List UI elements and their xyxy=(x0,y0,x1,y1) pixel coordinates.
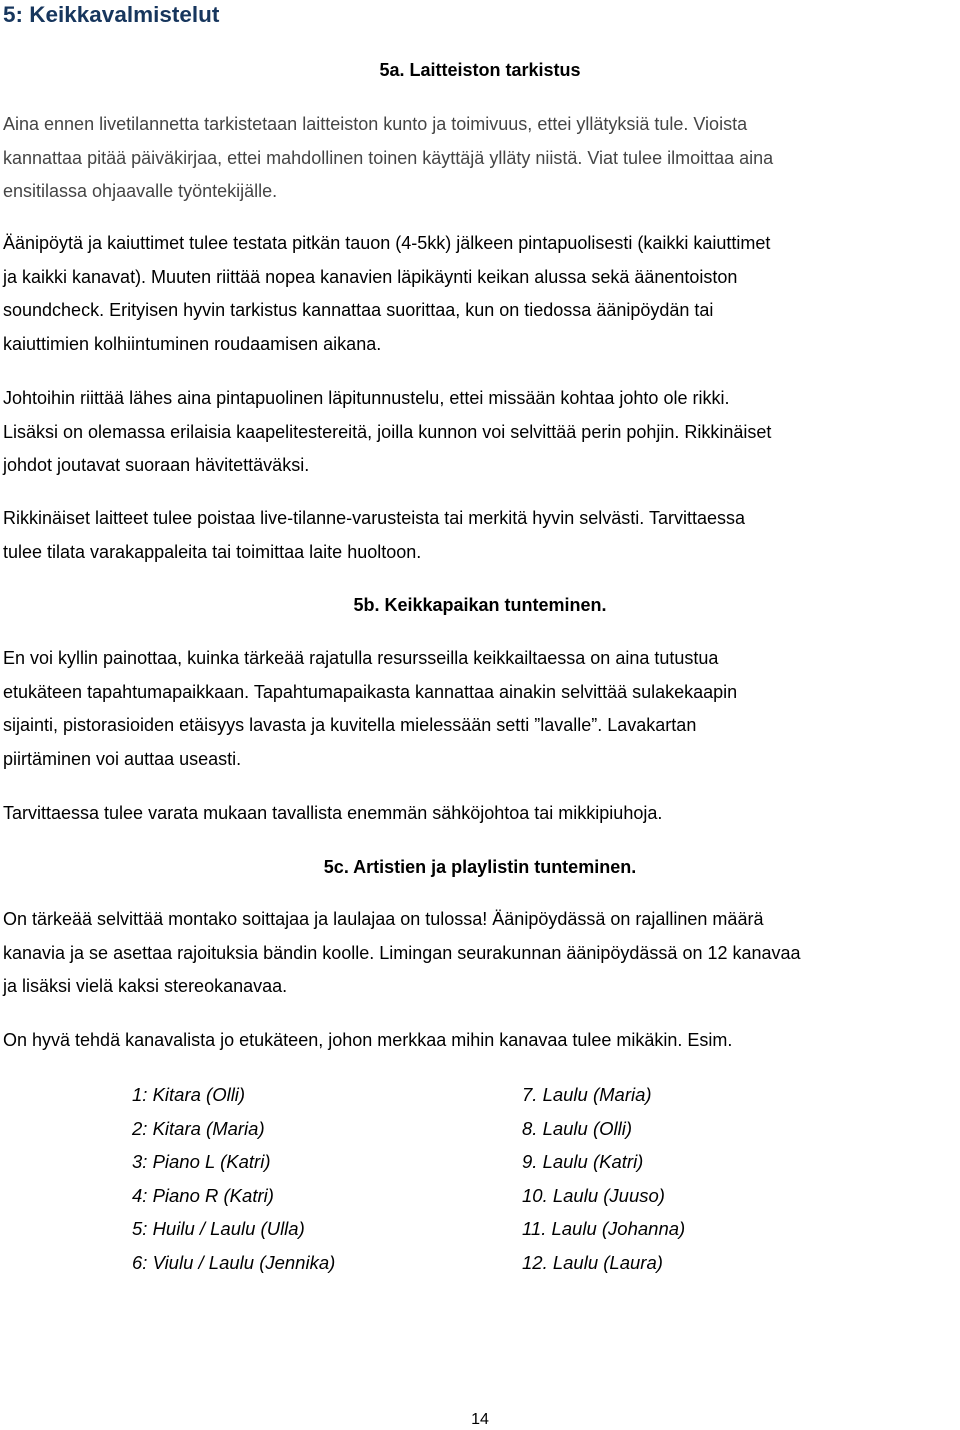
list-item: 5: Huilu / Laulu (Ulla) xyxy=(132,1218,305,1239)
section-b-heading: 5b. Keikkapaikan tunteminen. xyxy=(353,595,607,615)
text-line: Äänipöytä ja kaiuttimet tulee testata pitkän tauon (4-5kk) jälkeen pintapuolisesti (kaikki kaiuttimet xyxy=(3,233,771,253)
text-line: Aina ennen livetilannetta tarkistetaan laitteiston kunto ja toimivuus, ettei yllätyksiä tule. Vioista xyxy=(3,114,748,134)
section-b-paragraph-1 xyxy=(3,642,958,776)
section-a-paragraph-2 xyxy=(3,227,958,361)
section-a-paragraph-3 xyxy=(3,382,958,483)
list-item: 10. Laulu (Juuso) xyxy=(522,1184,665,1206)
section-a-paragraph-4 xyxy=(3,502,958,569)
text-line: kannattaa pitää päiväkirjaa, ettei mahdollinen toinen käyttäjä ylläty niistä. Viat tulee ilmoittaa aina xyxy=(3,147,774,168)
text-line: On hyvä tehdä kanavalista jo etukäteen, johon merkkaa mihin kanavaa tulee mikäkin. Esim. xyxy=(3,1030,733,1050)
text-line: johdot joutavat suoraan hävitettäväksi. xyxy=(3,455,310,475)
text-line: Johtoihin riittää lähes aina pintapuolinen läpitunnustelu, ettei missään kohtaa johto ole rikki. xyxy=(3,388,730,408)
section-c-paragraph-2 xyxy=(3,1024,958,1058)
text-line: En voi kyllin painottaa, kuinka tärkeää rajatulla resursseilla keikkailtaessa on aina tutustua xyxy=(3,648,719,668)
list-item: 1: Kitara (Olli) xyxy=(132,1084,246,1105)
text-line: tulee tilata varakappaleita tai toimittaa laite huoltoon. xyxy=(3,541,422,562)
list-item: 4: Piano R (Katri) xyxy=(132,1184,274,1206)
page-number: 14 xyxy=(471,1411,489,1428)
text-line: Tarvittaessa tulee varata mukaan tavallista enemmän sähköjohtoa tai mikkipiuhoja. xyxy=(3,803,663,823)
list-item: 11. Laulu (Johanna) xyxy=(522,1218,686,1239)
text-line: etukäteen tapahtumapaikkaan. Tapahtumapaikasta kannattaa ainakin selvittää sulakekaapin xyxy=(3,681,738,702)
list-item: 2: Kitara (Maria) xyxy=(132,1117,265,1139)
text-line: Lisäksi on olemassa erilaisia kaapelitestereitä, joilla kunnon voi selvittää perin pohjin. Rikkinäiset xyxy=(3,421,772,442)
text-line: soundcheck. Erityisen hyvin tarkistus kannattaa suorittaa, kun on tiedossa äänipöydän tai xyxy=(3,300,714,320)
text-line: sijainti, pistorasioiden etäisyys lavasta ja kuvitella mielessään setti ”lavalle”. Lavakartan xyxy=(3,715,697,735)
list-item: 9. Laulu (Katri) xyxy=(522,1151,644,1172)
text-line: ensitilassa ohjaavalle työntekijälle. xyxy=(3,181,278,201)
section-c-heading: 5c. Artistien ja playlistin tunteminen. xyxy=(323,857,637,877)
list-item: 8. Laulu (Olli) xyxy=(522,1117,633,1139)
list-item: 12. Laulu (Laura) xyxy=(522,1251,663,1273)
channel-list-left xyxy=(132,1078,335,1279)
text-line: ja kaikki kanavat). Muuten riittää nopea kanavien läpikäynti keikan alussa sekä äänentoiston xyxy=(3,266,738,287)
list-item: 6: Viulu / Laulu (Jennika) xyxy=(132,1251,336,1273)
text-line: On tärkeää selvittää montako soittajaa ja laulajaa on tulossa! Äänipöydässä on rajallinen määrä xyxy=(3,909,764,929)
section-a-paragraph-1 xyxy=(3,108,958,209)
list-item: 7. Laulu (Maria) xyxy=(522,1084,652,1105)
section-a-heading: 5a. Laitteiston tarkistus xyxy=(379,60,581,80)
list-item: 3: Piano L (Katri) xyxy=(132,1151,271,1172)
text-line: Rikkinäiset laitteet tulee poistaa live-tilanne-varusteista tai merkitä hyvin selvästi. Tarvittaessa xyxy=(3,508,745,528)
text-line: kanavia ja se asettaa rajoituksia bändin koolle. Limingan seurakunnan äänipöydässä on 12 kanavaa xyxy=(3,942,801,963)
text-line: kaiuttimien kolhiintuminen roudaamisen aikana. xyxy=(3,333,382,354)
channel-list-right xyxy=(522,1078,685,1279)
text-line: ja lisäksi vielä kaksi stereokanavaa. xyxy=(3,976,288,996)
section-b-paragraph-2 xyxy=(3,797,958,831)
page-title: 5: Keikkavalmistelut xyxy=(3,2,220,27)
section-c-paragraph-1 xyxy=(3,903,958,1004)
text-line: piirtäminen voi auttaa useasti. xyxy=(3,748,242,769)
